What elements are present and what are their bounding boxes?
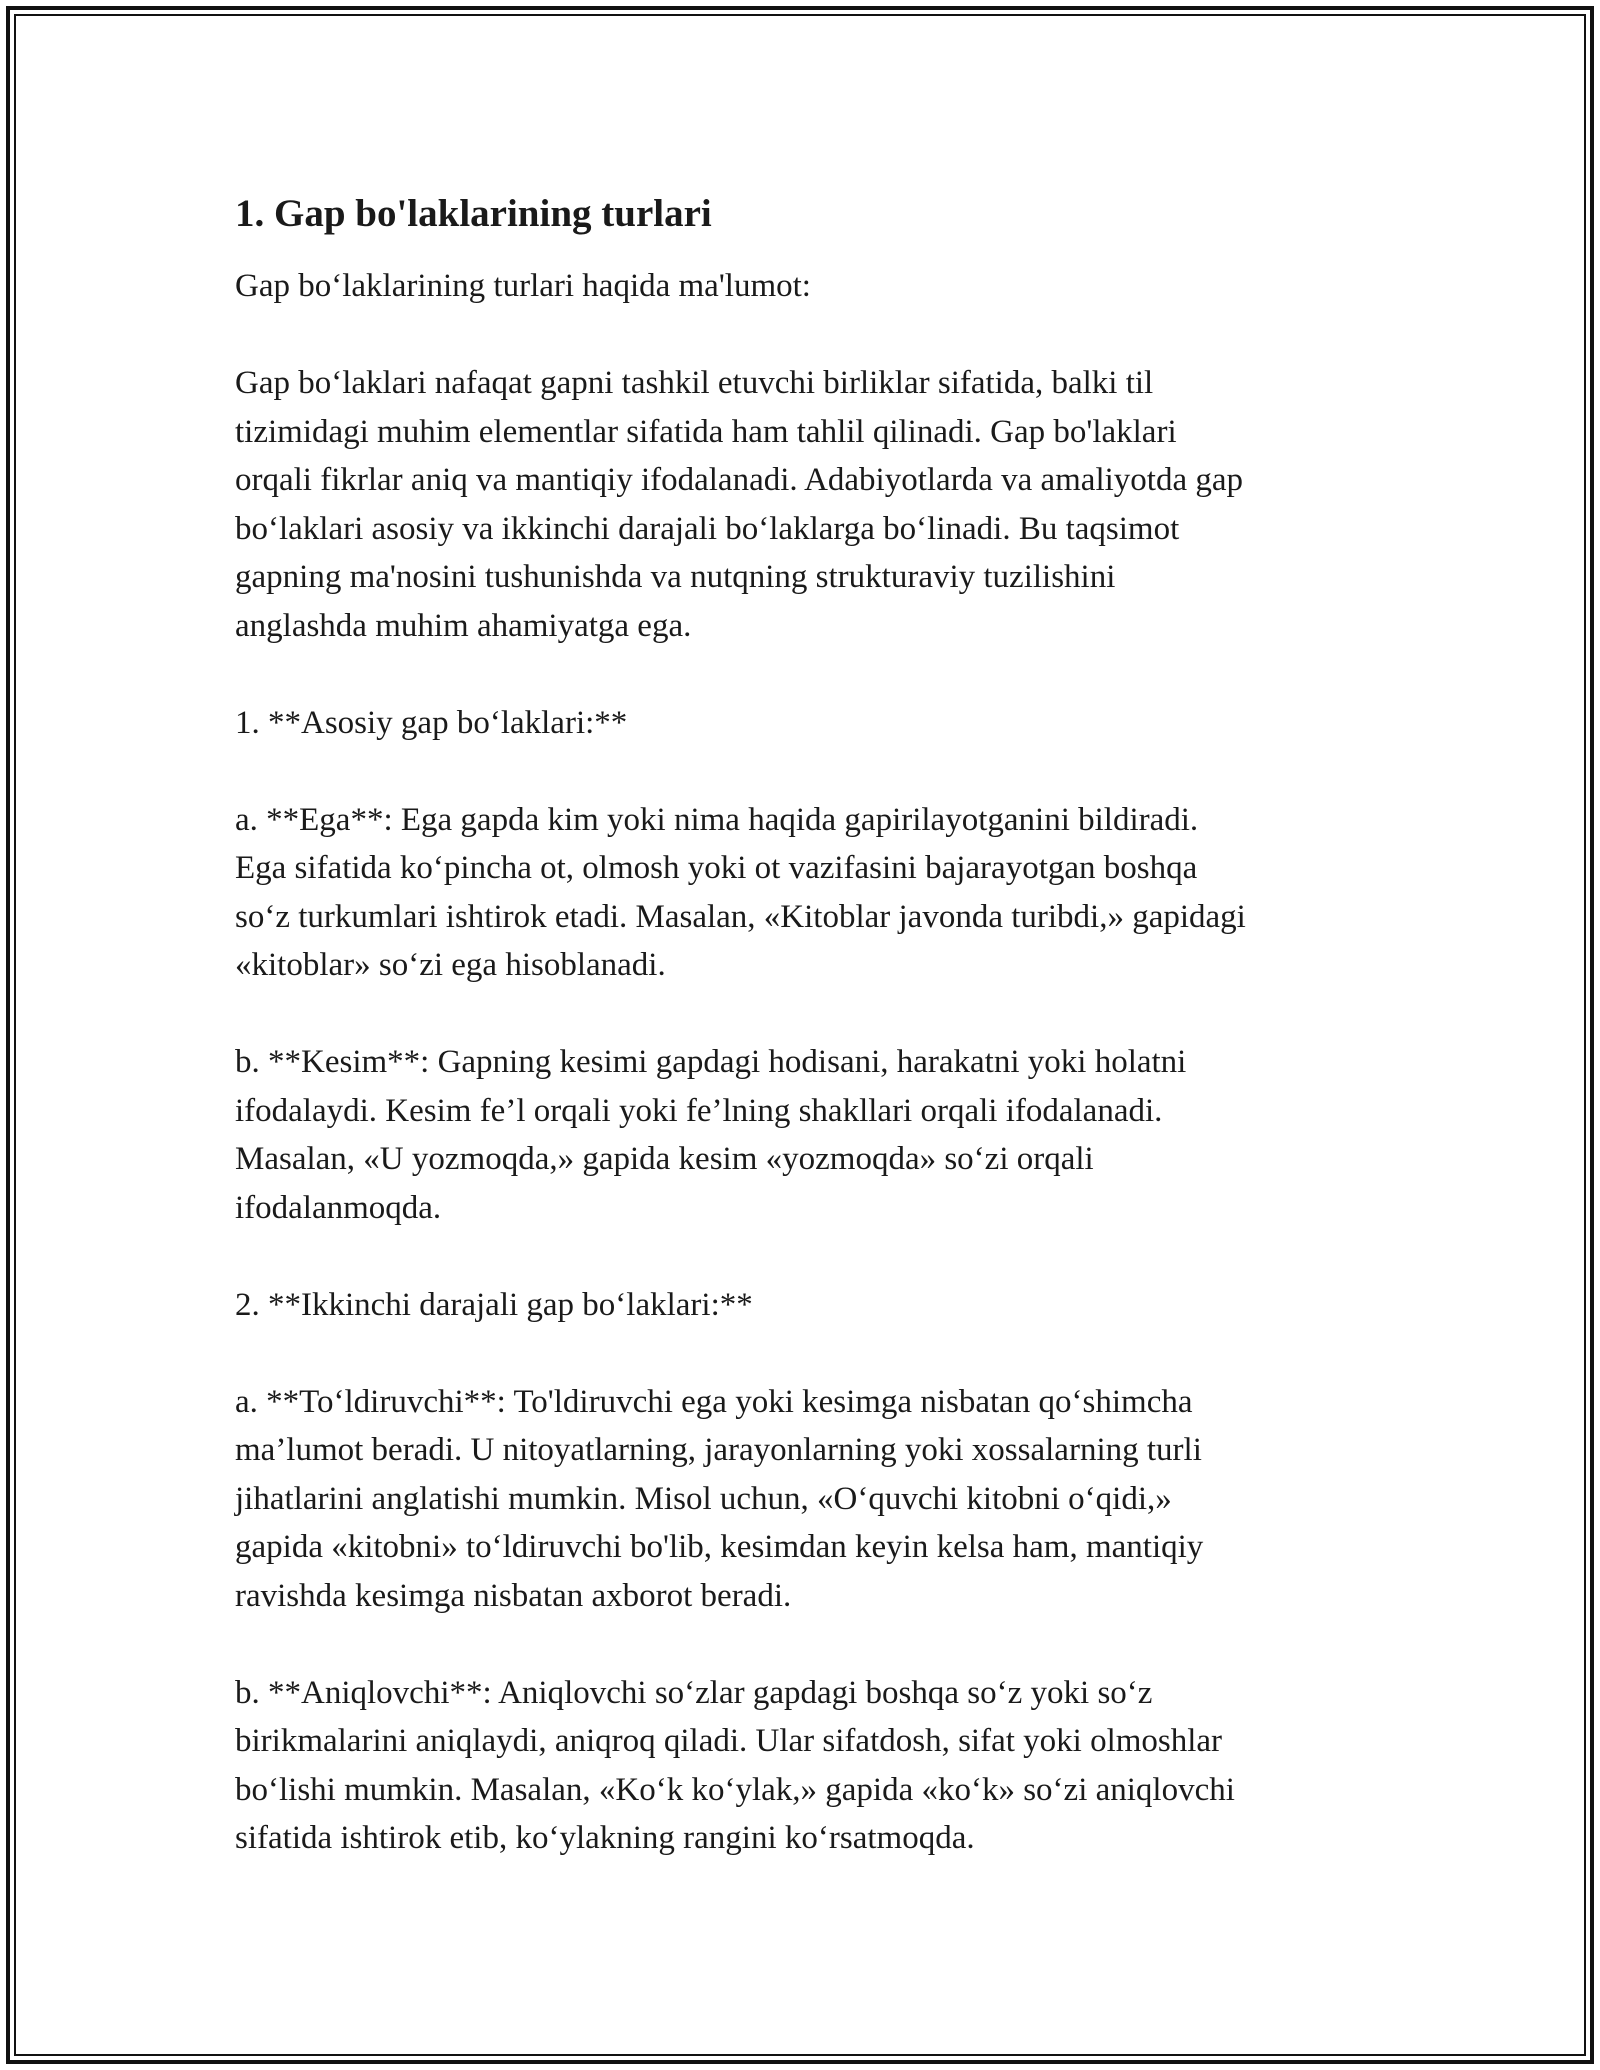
paragraph-ega: a. **Ega**: Ega gapda kim yoki nima haqida gapirilayotganini bildiradi. Ega sifatida ko‘pincha ot, olmosh yoki ot vazifasini bajarayotgan boshqa so‘z turkumlari ishtirok etadi. Masalan, «Kitoblar javonda turibdi,» gapidagi «kitoblar» so‘zi ega hisoblanadi. (235, 801, 1246, 983)
paragraph-aniqlovchi: b. **Aniqlovchi**: Aniqlovchi so‘zlar gapdagi boshqa so‘z yoki so‘z birikmalarini aniqlaydi, aniqroq qiladi. Ular sifatdosh, sifat yoki olmoshlar bo‘lishi mumkin. Masalan, «Ko‘k ko‘ylak,» gapida «ko‘k» so‘zi aniqlovchi sifatida ishtirok etib, ko‘ylakning rangini ko‘rsatmoqda. (235, 1674, 1235, 1856)
heading-main-parts: 1. **Asosiy gap bo‘laklari:** (235, 704, 628, 741)
document-body (235, 190, 1365, 1863)
paragraph-toldiruvchi: a. **To‘ldiruvchi**: To'ldiruvchi ega yoki kesimga nisbatan qo‘shimcha ma’lumot beradi. U nitoyatlarning, jarayonlarning yoki xossalarning turli jihatlarini anglatishi mumkin. Misol uchun, «O‘quvchi kitobni o‘qidi,» gapida «kitobni» to‘ldiruvchi bo'lib, kesimdan keyin kelsa ham, mantiqiy ravishda kesimga nisbatan axborot beradi. (235, 1383, 1204, 1614)
document-title: 1. Gap bo'laklarining turlari (235, 192, 712, 235)
paragraph-overview: Gap bo‘laklari nafaqat gapni tashkil etuvchi birliklar sifatida, balki til tizimidagi muhim elementlar sifatida ham tahlil qilinadi. Gap bo'laklari orqali fikrlar aniq va mantiqiy ifodalanadi. Adabiyotlarda va amaliyotda gap bo‘laklari asosiy va ikkinchi darajali bo‘laklarga bo‘linadi. Bu taqsimot gapning ma'nosini tushunishda va nutqning strukturaviy tuzilishini anglashda muhim ahamiyatga ega. (235, 365, 1243, 644)
paragraph-kesim: b. **Kesim**: Gapning kesimi gapdagi hodisani, harakatni yoki holatni ifodalaydi. Kesim fe’l orqali yoki fe’lning shakllari orqali ifodalanadi. Masalan, «U yozmoqda,» gapida kesim «yozmoqda» so‘zi orqali ifodalanmoqda. (235, 1044, 1187, 1226)
heading-secondary-parts: 2. **Ikkinchi darajali gap bo‘laklari:** (235, 1286, 753, 1323)
intro-line: Gap bo‘laklarining turlari haqida ma'lumot: (235, 268, 811, 304)
